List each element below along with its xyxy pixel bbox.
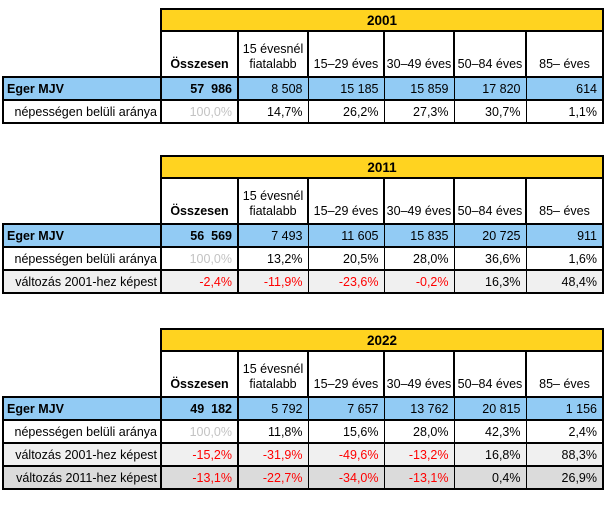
row-label: változás 2001-hez képest	[3, 443, 161, 466]
col-header-under15: 15 évesnél fiatalabb	[238, 31, 308, 77]
population-table-2022	[2, 328, 604, 490]
row-label: népességen belüli aránya	[3, 247, 161, 270]
year-band-row	[3, 156, 603, 178]
value-cell: 56 569	[161, 224, 238, 247]
value-cell: 57 986	[161, 77, 238, 100]
col-header-total: Összesen	[161, 178, 238, 224]
row-share	[3, 420, 603, 443]
value-cell: 1,1%	[526, 100, 603, 123]
value-cell: -23,6%	[308, 270, 384, 293]
value-cell: -13,1%	[161, 466, 238, 489]
value-cell: 5 792	[238, 397, 308, 420]
value-cell: 26,9%	[526, 466, 603, 489]
value-cell: 1,6%	[526, 247, 603, 270]
value-cell: 14,7%	[238, 100, 308, 123]
population-table-2001	[2, 8, 604, 124]
value-cell: -2,4%	[161, 270, 238, 293]
row-label: népességen belüli aránya	[3, 420, 161, 443]
row-change-vs-2011	[3, 466, 603, 489]
row-label: Eger MJV	[3, 397, 161, 420]
value-cell: 27,3%	[384, 100, 454, 123]
value-cell: 16,3%	[454, 270, 526, 293]
value-cell: 15 835	[384, 224, 454, 247]
col-header-85: 85– éves	[526, 351, 603, 397]
value-cell: 614	[526, 77, 603, 100]
population-table-2011	[2, 155, 604, 294]
col-header-15-29: 15–29 éves	[308, 351, 384, 397]
value-cell: 100,0%	[161, 420, 238, 443]
row-label: Eger MJV	[3, 77, 161, 100]
column-header-row	[3, 31, 603, 77]
value-cell: -11,9%	[238, 270, 308, 293]
value-cell: -13,1%	[384, 466, 454, 489]
value-cell: 16,8%	[454, 443, 526, 466]
year-header-2001: 2001	[161, 9, 603, 31]
year-band-row	[3, 329, 603, 351]
col-header-50-84: 50–84 éves	[454, 351, 526, 397]
col-header-15-29: 15–29 éves	[308, 31, 384, 77]
col-header-under15: 15 évesnél fiatalabb	[238, 178, 308, 224]
col-header-30-49: 30–49 éves	[384, 178, 454, 224]
year-band-row	[3, 9, 603, 31]
value-cell: 7 657	[308, 397, 384, 420]
corner-spacer	[3, 9, 161, 31]
col-header-85: 85– éves	[526, 178, 603, 224]
value-cell: -15,2%	[161, 443, 238, 466]
col-header-under15: 15 évesnél fiatalabb	[238, 351, 308, 397]
row-label: változás 2001-hez képest	[3, 270, 161, 293]
col-header-30-49: 30–49 éves	[384, 31, 454, 77]
row-eger-mjv	[3, 397, 603, 420]
value-cell: 0,4%	[454, 466, 526, 489]
value-cell: -0,2%	[384, 270, 454, 293]
value-cell: 100,0%	[161, 100, 238, 123]
value-cell: 26,2%	[308, 100, 384, 123]
row-label: Eger MJV	[3, 224, 161, 247]
row-change-vs-2001	[3, 443, 603, 466]
value-cell: 911	[526, 224, 603, 247]
value-cell: -49,6%	[308, 443, 384, 466]
col-header-total: Összesen	[161, 31, 238, 77]
row-share	[3, 100, 603, 123]
value-cell: 20 725	[454, 224, 526, 247]
value-cell: 8 508	[238, 77, 308, 100]
corner-spacer	[3, 329, 161, 351]
value-cell: 17 820	[454, 77, 526, 100]
value-cell: 2,4%	[526, 420, 603, 443]
value-cell: 7 493	[238, 224, 308, 247]
row-share	[3, 247, 603, 270]
year-header-2022: 2022	[161, 329, 603, 351]
value-cell: 1 156	[526, 397, 603, 420]
value-cell: 30,7%	[454, 100, 526, 123]
value-cell: 28,0%	[384, 420, 454, 443]
value-cell: 15 859	[384, 77, 454, 100]
corner-spacer	[3, 178, 161, 224]
value-cell: -22,7%	[238, 466, 308, 489]
value-cell: 49 182	[161, 397, 238, 420]
col-header-85: 85– éves	[526, 31, 603, 77]
value-cell: 15 185	[308, 77, 384, 100]
value-cell: -13,2%	[384, 443, 454, 466]
row-change-vs-2001	[3, 270, 603, 293]
col-header-30-49: 30–49 éves	[384, 351, 454, 397]
value-cell: 20,5%	[308, 247, 384, 270]
value-cell: 11 605	[308, 224, 384, 247]
col-header-50-84: 50–84 éves	[454, 31, 526, 77]
value-cell: 48,4%	[526, 270, 603, 293]
value-cell: 20 815	[454, 397, 526, 420]
col-header-total: Összesen	[161, 351, 238, 397]
value-cell: 13 762	[384, 397, 454, 420]
value-cell: 15,6%	[308, 420, 384, 443]
col-header-50-84: 50–84 éves	[454, 178, 526, 224]
value-cell: 28,0%	[384, 247, 454, 270]
corner-spacer	[3, 351, 161, 397]
value-cell: 13,2%	[238, 247, 308, 270]
value-cell: -34,0%	[308, 466, 384, 489]
value-cell: 88,3%	[526, 443, 603, 466]
year-header-2011: 2011	[161, 156, 603, 178]
column-header-row	[3, 351, 603, 397]
col-header-15-29: 15–29 éves	[308, 178, 384, 224]
value-cell: 11,8%	[238, 420, 308, 443]
row-label: változás 2011-hez képest	[3, 466, 161, 489]
value-cell: 36,6%	[454, 247, 526, 270]
value-cell: 100,0%	[161, 247, 238, 270]
corner-spacer	[3, 156, 161, 178]
value-cell: -31,9%	[238, 443, 308, 466]
row-label: népességen belüli aránya	[3, 100, 161, 123]
row-eger-mjv	[3, 224, 603, 247]
corner-spacer	[3, 31, 161, 77]
column-header-row	[3, 178, 603, 224]
row-eger-mjv	[3, 77, 603, 100]
value-cell: 42,3%	[454, 420, 526, 443]
